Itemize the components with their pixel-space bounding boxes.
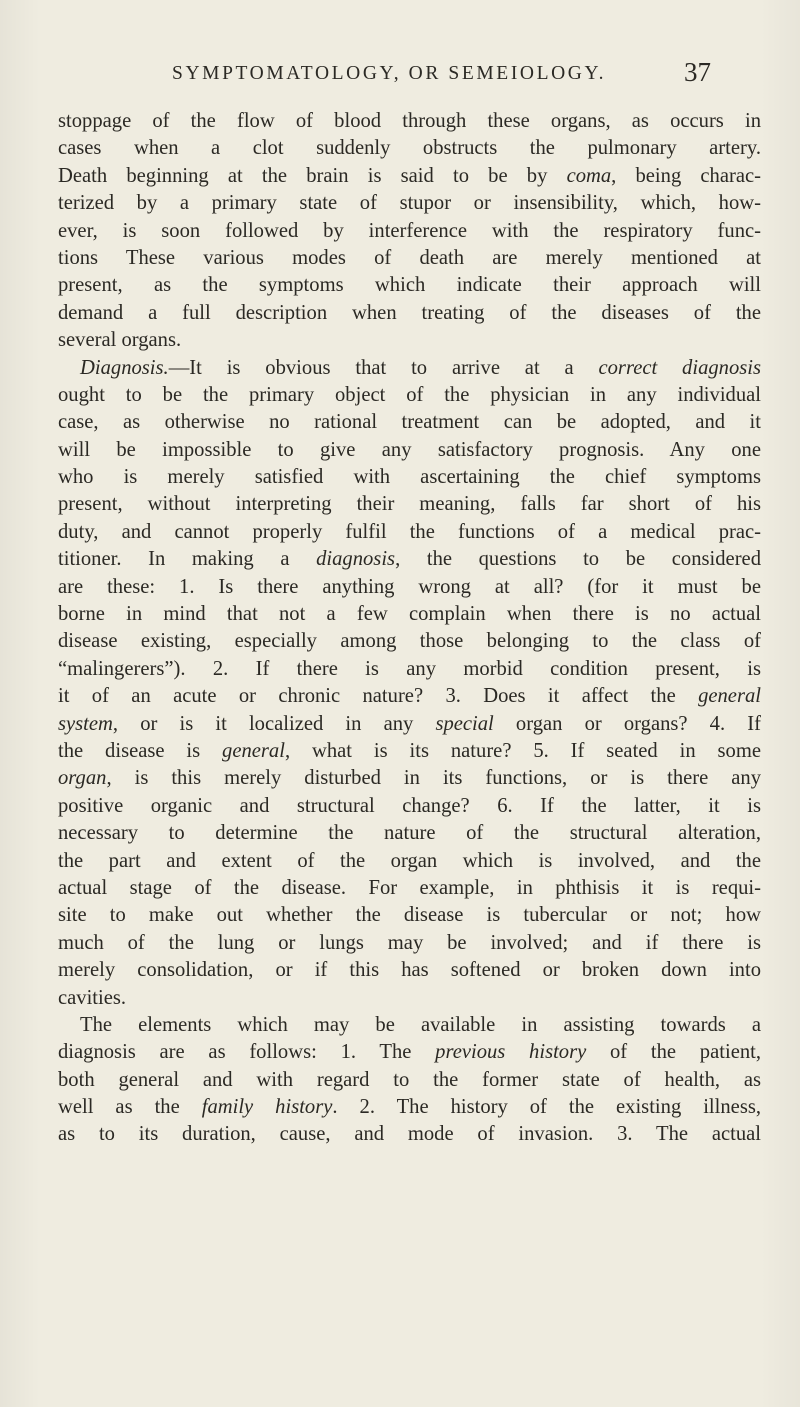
text-line: “malingerers”). 2. If there is any morbid condition present, is [58,657,761,680]
body-text [58,108,761,1149]
text-line: case, as otherwise no rational treatment can be adopted, and it [58,411,761,434]
text-line: are these: 1. Is there anything wrong at all? (for it must be [58,575,761,598]
text-line: borne in mind that not a few complain when there is no actual [58,603,761,626]
italic-term: organ [58,767,107,790]
text-line: demand a full description when treating of the diseases of the [58,301,761,324]
text-line: disease existing, especially among those belonging to the class of [58,630,761,653]
paragraph [58,108,761,355]
text-line: several organs. [58,329,182,352]
italic-term: system [58,712,113,735]
running-title: SYMPTOMATOLOGY, OR SEMEIOLOGY. [172,63,607,84]
text-line: the part and extent of the organ which is involved, and the [58,849,761,872]
text-line: Death beginning at the brain is said to be by coma, being charac- [58,164,761,187]
italic-term: general [698,685,761,708]
italic-term: diagnosis [316,548,396,571]
text-line: well as the family history. 2. The history of the existing illness, [58,1096,761,1119]
text-line: stoppage of the flow of blood through these organs, as occurs in [58,110,761,132]
italic-term: general [222,739,285,762]
text-line: organ, is this merely disturbed in its functions, or is there any [58,767,761,790]
text-line: will be impossible to give any satisfactory prognosis. Any one [58,438,761,461]
text-line: ought to be the primary object of the physician in any individual [58,383,761,406]
italic-term: correct diagnosis [598,356,762,379]
text-line: the disease is general, what is its nature? 5. If seated in some [58,739,761,762]
text-line: much of the lung or lungs may be involved; and if there is [58,931,761,954]
text-line: it of an acute or chronic nature? 3. Does it affect the general [58,685,761,708]
italic-term: family history [201,1096,333,1119]
text-line: present, as the symptoms which indicate their approach will [58,274,761,297]
italic-term: coma [566,164,612,187]
text-line: cavities. [58,986,127,1009]
text-line: The elements which may be available in assisting towards a [80,1013,761,1036]
text-line: positive organic and structural change? 6. If the latter, it is [58,794,761,817]
text-line: cases when a clot suddenly obstructs the pulmonary artery. [58,137,761,160]
text-line: titioner. In making a diagnosis, the questions to be considered [58,548,761,571]
text-line: site to make out whether the disease is tubercular or not; how [58,904,761,927]
text-line: actual stage of the disease. For example, in phthisis it is requi- [58,876,761,899]
page-number: 37 [684,57,711,87]
running-head [0,58,800,90]
text-line: ever, is soon followed by interference with the respiratory func- [58,219,761,242]
text-line: Diagnosis.—It is obvious that to arrive at a correct diagnosis [80,356,762,379]
text-line: necessary to determine the nature of the structural alteration, [58,822,761,845]
text-line: who is merely satisfied with ascertaining the chief symptoms [58,466,761,489]
text-line: system, or is it localized in any special organ or organs? 4. If [58,712,761,735]
text-line: tions These various modes of death are merely mentioned at [58,246,761,269]
text-line: diagnosis are as follows: 1. The previous history of the patient, [58,1041,761,1064]
italic-term: special [435,712,494,735]
text-line: duty, and cannot properly fulfil the functions of a medical prac- [58,520,761,543]
text-line: merely consolidation, or if this has softened or broken down into [58,959,761,982]
text-line: both general and with regard to the former state of health, as [58,1068,761,1091]
italic-term: previous history [435,1041,587,1064]
italic-term: Diagnosis. [80,356,169,379]
paragraph [58,1012,761,1149]
paragraph [58,355,761,1012]
text-line: as to its duration, cause, and mode of invasion. 3. The actual [58,1123,761,1146]
text-line: terized by a primary state of stupor or insensibility, which, how- [58,192,761,215]
text-line: present, without interpreting their meaning, falls far short of his [58,493,761,516]
